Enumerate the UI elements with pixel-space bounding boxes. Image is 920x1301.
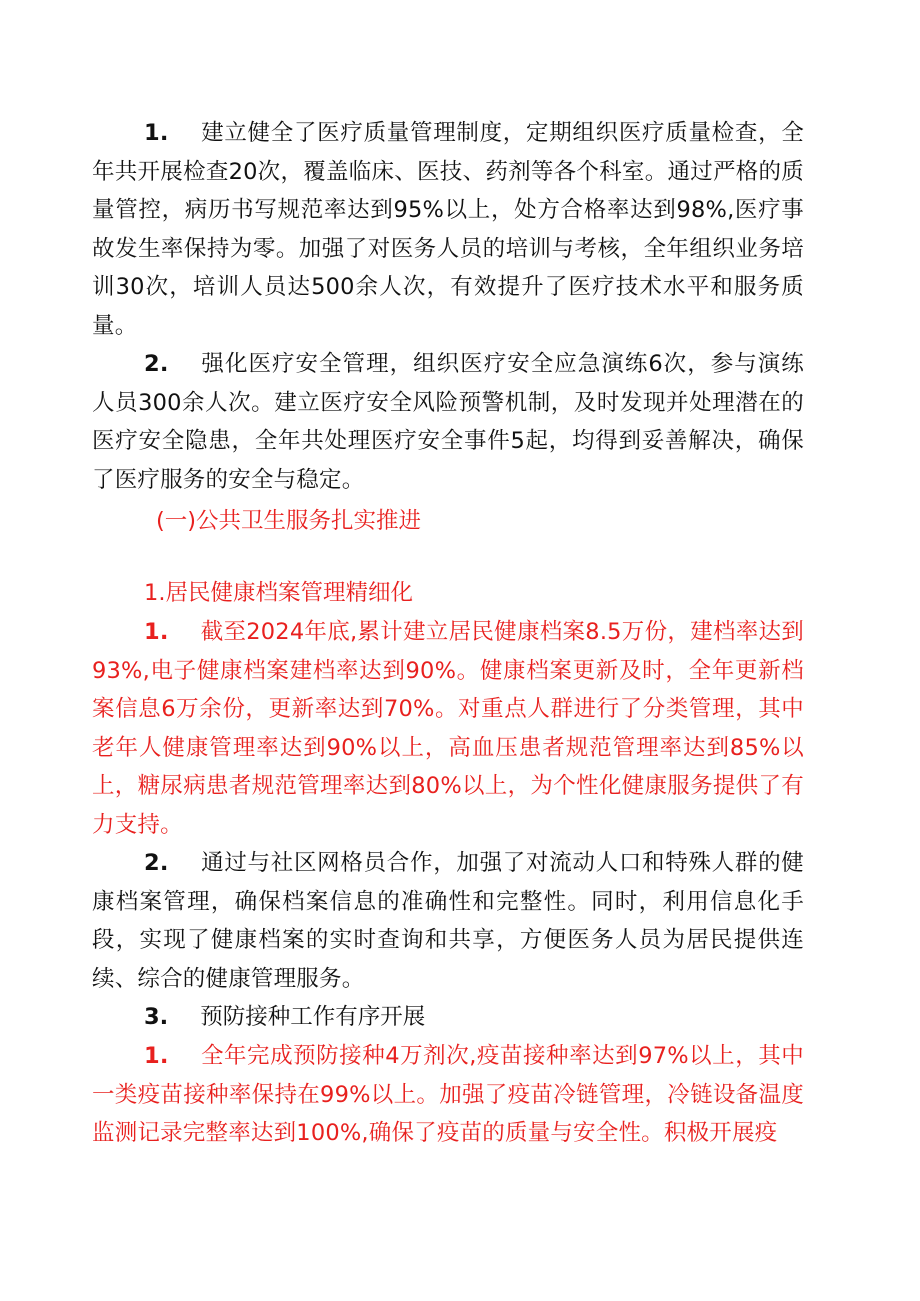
paragraph-number: 2. [144, 351, 169, 377]
paragraph-safety-management [92, 345, 804, 499]
sub-heading-health-records: 1.居民健康档案管理精细化 [144, 580, 413, 606]
paragraph-number: 2. [144, 850, 169, 876]
paragraph-vaccination [92, 1037, 804, 1153]
paragraph-health-records [92, 613, 804, 844]
section-heading: (一)公共卫生服务扎实推进 [156, 508, 422, 534]
paragraph-text: 建立健全了医疗质量管理制度，定期组织医疗质量检查，全年共开展检查20次，覆盖临床、医技、药剂等各个科室。通过严格的质量管控，病历书写规范率达到95%以上，处方合格率达到98%,医疗事故发生率保持为零。加强了对医务人员的培训与考核，全年组织业务培训30次，培训人员达500余人次，有效提升了医疗技术水平和服务质量。 [92, 120, 804, 339]
heading-text: 预防接种工作有序开展 [200, 1004, 426, 1030]
paragraph-grid-cooperation [92, 844, 804, 998]
paragraph-text: 截至2024年底,累计建立居民健康档案8.5万份，建档率达到93%,电子健康档案建档率达到90%。健康档案更新及时，全年更新档案信息6万余份，更新率达到70%。对重点人群进行了分类管理，其中老年人健康管理率达到90%以上，高血压患者规范管理率达到85%以上，糖尿病患者规范管理率达到80%以上，为个性化健康服务提供了有力支持。 [92, 619, 804, 838]
paragraph-number: 1. [144, 619, 169, 645]
paragraph-number: 1. [144, 1043, 169, 1069]
paragraph-number: 1. [144, 120, 169, 146]
paragraph-text: 全年完成预防接种4万剂次,疫苗接种率达到97%以上，其中一类疫苗接种率保持在99%以上。加强了疫苗冷链管理，冷链设备温度监测记录完整率达到100%,确保了疫苗的质量与安全性。积极开展疫 [92, 1043, 804, 1146]
paragraph-quality-management [92, 114, 804, 345]
heading-number: 3. [144, 1004, 169, 1030]
paragraph-text: 强化医疗安全管理，组织医疗安全应急演练6次，参与演练人员300余人次。建立医疗安全风险预警机制，及时发现并处理潜在的医疗安全隐患，全年共处理医疗安全事件5起，均得到妥善解决，确保了医疗服务的安全与稳定。 [92, 351, 804, 493]
sub-heading-vaccination [144, 998, 425, 1037]
paragraph-text: 通过与社区网格员合作，加强了对流动人口和特殊人群的健康档案管理，确保档案信息的准确性和完整性。同时，利用信息化手段，实现了健康档案的实时查询和共享，方便医务人员为居民提供连续、综合的健康管理服务。 [92, 850, 804, 992]
